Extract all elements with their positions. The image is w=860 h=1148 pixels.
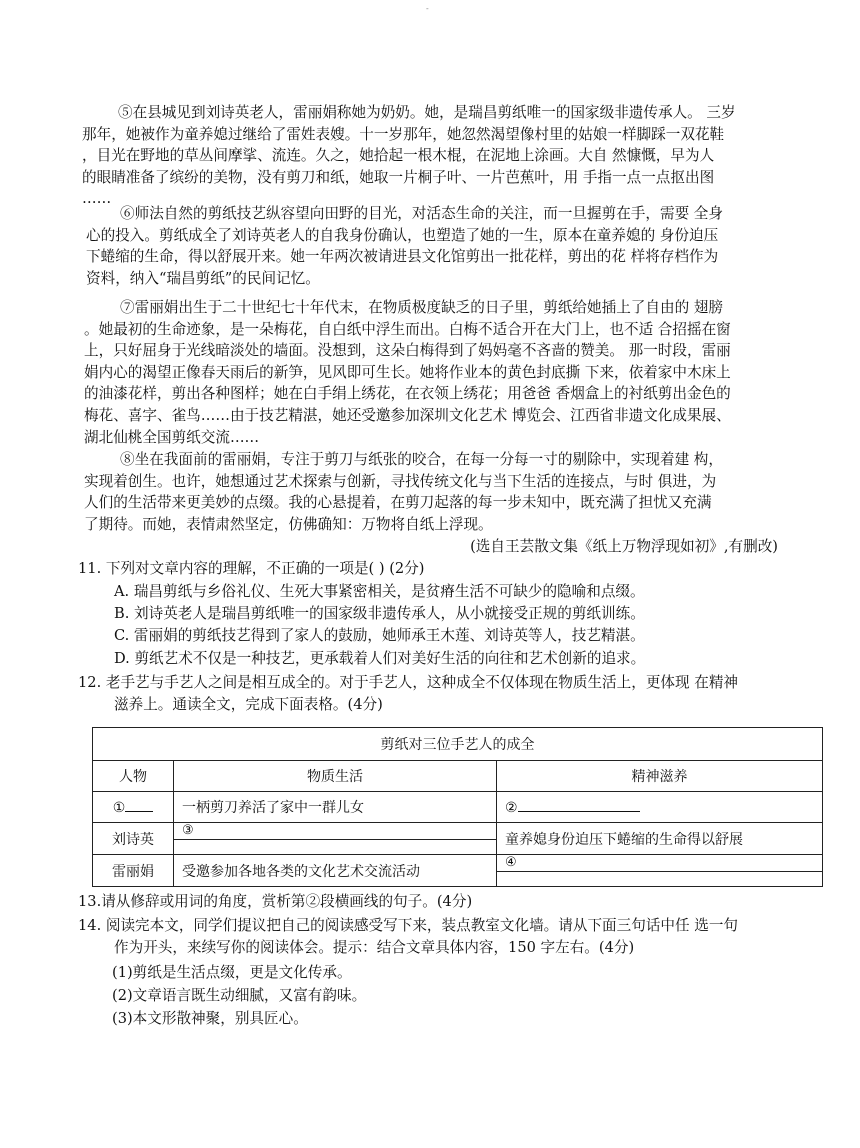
row1-material: 一柄剪刀养活了家中一群儿女 <box>174 792 497 823</box>
table-title: 剪纸对三位手艺人的成全 <box>93 728 823 761</box>
prompt-2: (2)文章语言既生动细腻，又富有韵味。 <box>112 987 367 1004</box>
question-14: 14. 阅读完本文，同学们提议把自己的阅读感受写下来，装点教室文化墙。请从下面三句话中任 选一句 作为开头，来续写你的阅读体会。提示：结合文章具体内容，150 字左右。(4分) <box>78 917 739 956</box>
row3-material: 受邀参加各地各类的文化艺术交流活动 <box>174 855 497 887</box>
blank-2[interactable] <box>518 799 640 812</box>
question-12: 12. 老手艺与手艺人之间是相互成全的。对于手艺人，这种成全不仅体现在物质生活上，更体现 在精神 滋养上。通读全文，完成下面表格。(4分) <box>78 674 739 713</box>
row1-person[interactable]: ① <box>93 792 174 823</box>
header-material: 物质生活 <box>174 761 497 792</box>
craft-table <box>92 727 823 887</box>
paragraph-7: ⑦雷丽娟出生于二十世纪七十年代末，在物质极度缺乏的日子里，剪纸给她插上了自由的 翅膀 。她最初的生命迹象，是一朵梅花，自白纸中浮生而出。白梅不适合开在大门上，也不适 合招摇在窗 上，只好屈身于光线暗淡处的墙面。没想到，这朵白梅得到了妈妈毫不吝啬的赞美。 那一时段，雷丽 娟内心的渴望正像春天雨后的新笋，见风即可生长。她将作业本的黄色封底撕 下来，依着家中木床上 的油漆花样，剪出各种图样；她在白手绢上绣花，在衣领上绣花；用爸爸 香烟盒上的衬纸剪出金色的 梅花、喜字、雀鸟……由于技艺精湛，她还受邀参加深圳文化艺术 博览会、江西省非遗文化成果展、 湖北仙桃全国剪纸交流…… <box>84 299 731 446</box>
paragraph-6: ⑥师法自然的剪纸技艺纵容望向田野的目光，对活态生命的关注，而一旦握剪在手，需要 全身 心的投入。剪纸成全了刘诗英老人的自我身份确认，也塑造了她的一生，原本在童养媳的 身份迫压 下蜷缩的生命，得以舒展开来。她一年两次被请进县文化馆剪出一批花样，剪出的花 样将存档作为 资料，纳入“瑞昌剪纸”的民间记忆。 <box>86 205 723 287</box>
row2-spiritual: 童养媳身份迫压下蜷缩的生命得以舒展 <box>497 823 823 855</box>
prompt-1: (1)剪纸是生活点缀，更是文化传承。 <box>112 964 352 981</box>
option-c[interactable]: C. 雷丽娟的剪纸技艺得到了家人的鼓励，她师承王木莲、刘诗英等人，技艺精湛。 <box>114 627 645 644</box>
prompt-3: (3)本文形散神聚，别具匠心。 <box>112 1010 308 1027</box>
question-13: 13.请从修辞或用词的角度，赏析第②段横画线的句子。(4分) <box>78 893 473 910</box>
paragraph-8: ⑧坐在我面前的雷丽娟，专注于剪刀与纸张的咬合，在每一分每一寸的剔除中，实现着建 构， 实现着创生。也许，她想通过艺术探索与创新，寻找传统文化与当下生活的连接点，与时 俱进，为 人们的生活带来更美妙的点缀。我的心悬提着，在剪刀起落的每一步未知中，既充满了担忧又充满 了期待。而她，表情肃然坚定，仿佛确知：万物将自纸上浮现。 <box>84 451 723 533</box>
blank-1[interactable] <box>125 799 153 812</box>
row2-person: 刘诗英 <box>93 823 174 855</box>
option-a[interactable]: A. 瑞昌剪纸与乡俗礼仪、生死大事紧密相关，是贫瘠生活不可缺少的隐喻和点缀。 <box>114 583 645 600</box>
row1-spiritual[interactable]: ② <box>497 792 823 823</box>
row3-person: 雷丽娟 <box>93 855 174 887</box>
row2-material-blank[interactable]: ③ <box>174 823 497 855</box>
row3-spiritual-blank[interactable]: ④ <box>497 855 823 887</box>
header-person: 人物 <box>93 761 174 792</box>
header-spiritual: 精神滋养 <box>497 761 823 792</box>
option-d[interactable]: D. 剪纸艺术不仅是一种技艺，更承载着人们对美好生活的向往和艺术创新的追求。 <box>114 650 646 667</box>
paragraph-5: ⑤在县城见到刘诗英老人，雷丽娟称她为奶奶。她，是瑞昌剪纸唯一的国家级非遗传承人。 三岁 那年，她被作为童养媳过继给了雷姓表嫂。十一岁那年，她忽然渴望像村里的姑娘一样脚踩一双花鞋 ，目光在野地的草丛间摩挲、流连。久之，她拾起一根木棍，在泥地上涂画。大自 然慷慨，早为人 的眼睛准备了缤纷的美物，没有剪刀和纸，她取一片桐子叶、一片芭蕉叶，用 手指一点一点抠出图 …… <box>82 104 736 208</box>
source-citation: (选自王芸散文集《纸上万物浮现如初》,有删改) <box>470 538 778 555</box>
question-11: 11. 下列对文章内容的理解，不正确的一项是( ) (2分) <box>78 560 425 577</box>
top-mark: - <box>426 4 429 13</box>
option-b[interactable]: B. 刘诗英老人是瑞昌剪纸唯一的国家级非遗传承人，从小就接受正规的剪纸训练。 <box>114 605 645 622</box>
